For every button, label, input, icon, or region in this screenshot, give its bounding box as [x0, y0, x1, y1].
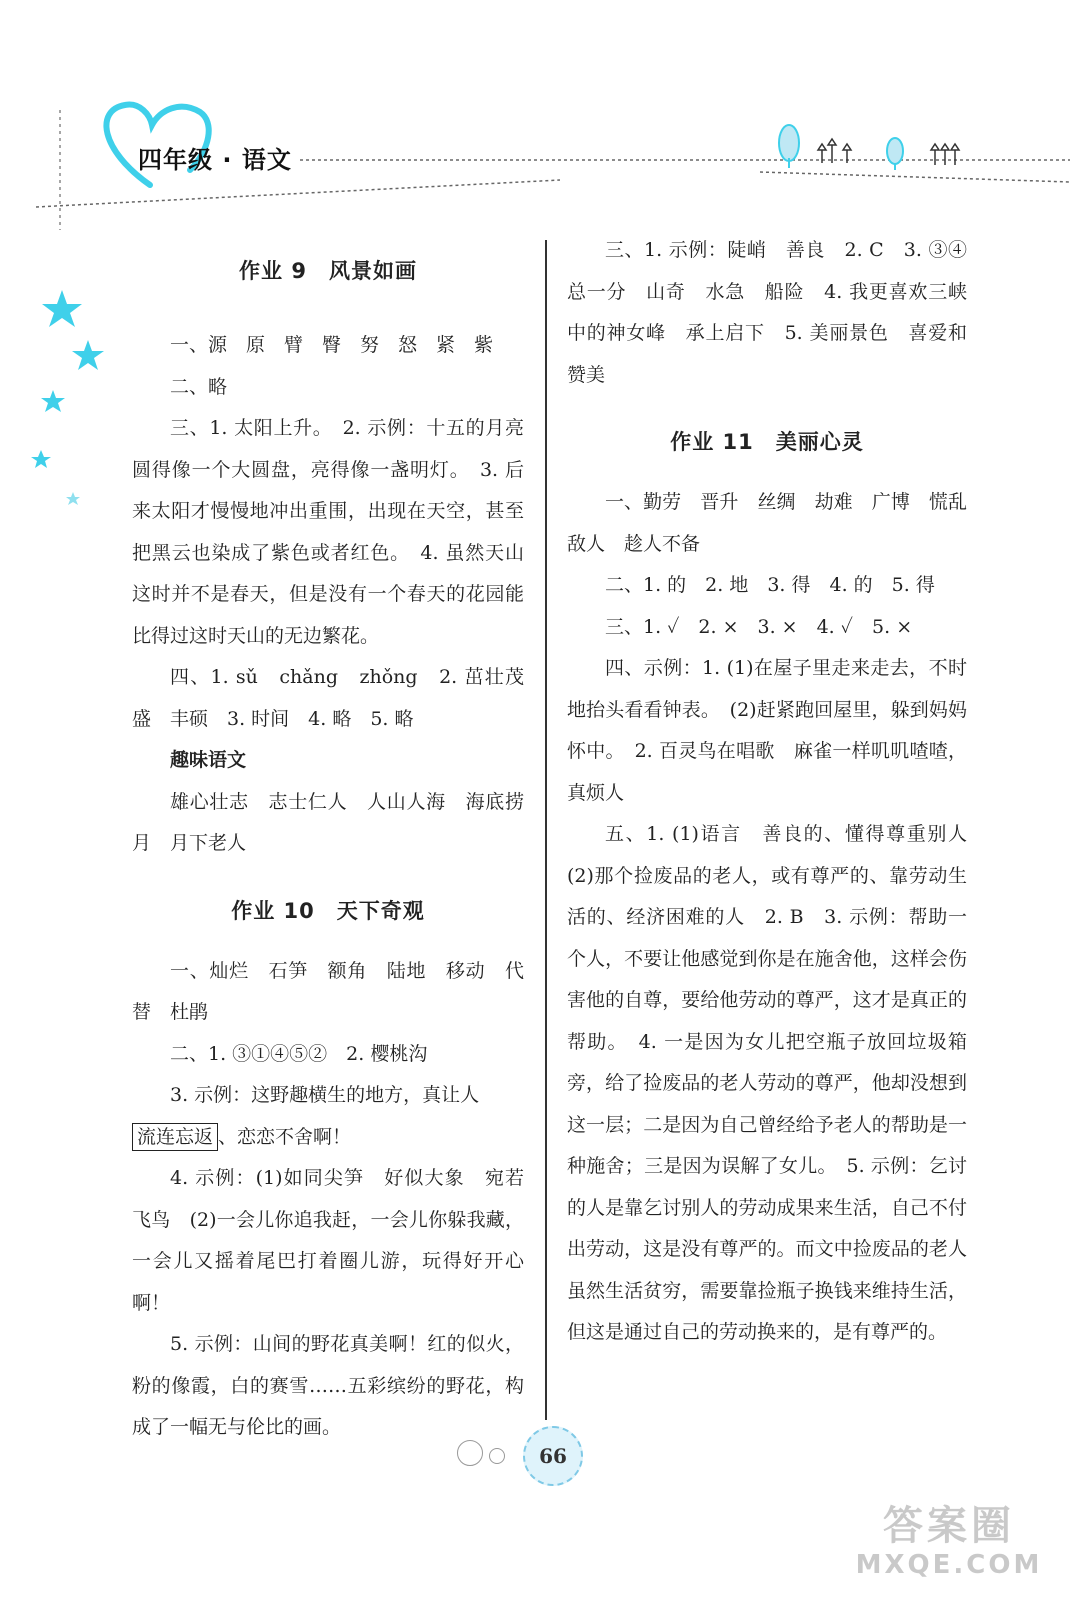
answer-paragraph: 三、1. ✓ 2. × 3. × 4. ✓ 5. ×	[605, 615, 913, 638]
answer-paragraph: 5. 示例：山间的野花真美啊！红的似火，粉的像霞，白的赛雪……五彩缤纷的野花，构成了一幅无与伦比的画。	[132, 1333, 524, 1438]
page-number: 66	[523, 1426, 583, 1486]
answer-paragraph: 雄心壮志 志士仁人 人山人海 海底捞月 月下老人	[132, 790, 524, 854]
star-icon	[66, 492, 80, 505]
right-column	[567, 225, 987, 1354]
answer-paragraph: 二、1. ③①④⑤② 2. 樱桃沟	[170, 1042, 428, 1065]
decor-circle	[457, 1440, 483, 1466]
star-decoration	[0, 280, 110, 520]
answer-text: 3. 示例：这野趣横生的地方，真让人	[170, 1084, 480, 1106]
answer-paragraph: 一、勤劳 晋升 丝绸 劫难 广博 慌乱 敌人 趁人不备	[567, 491, 987, 555]
left-column	[132, 225, 524, 1449]
watermark-line1: 答案圈	[883, 1503, 1015, 1549]
star-icon	[41, 390, 65, 412]
answer-paragraph: 一、灿烂 石笋 额角 陆地 移动 代替 杜鹃	[132, 959, 524, 1023]
tree-icon	[779, 125, 799, 168]
boxed-idiom: 流连忘返	[132, 1123, 218, 1151]
page-number-badge	[455, 1418, 595, 1488]
column-divider	[545, 240, 547, 1420]
tree-icon	[887, 138, 903, 170]
fun-chinese-heading: 趣味语文	[170, 749, 247, 771]
answer-paragraph: 五、1. (1)语言 善良的、懂得尊重别人 (2)那个捡废品的老人，或有尊严的、靠劳动生活的、经济困难的人 2. B 3. 示例：帮助一个人，不要让他感觉到你是在施舍他，这样会伤害他的自尊，要给他劳动的尊严，这才是真正的帮助。 4. 一是因为女儿把空瓶子放回垃圾箱旁，给了捡废品的老人劳动的尊严，他却没想到这一层；二是因为自己曾经给予老人的帮助是一种施舍；三是因为误解了女儿。 5. 示例：乞讨的人是靠乞讨别人的劳动成果来生活，自己不付出劳动，这是没有尊严的。而文中捡废品的老人虽然生活贫穷，需要靠捡瓶子换钱来维持生活，但这是通过自己的劳动换来的，是有尊严的。	[567, 823, 987, 1343]
star-icon	[72, 340, 104, 370]
answer-paragraph: 四、1. sǔ chǎng zhǒng 2. 茁壮茂盛 丰硕 3. 时间 4. 略 5. 略	[132, 666, 524, 730]
section-title-9: 作业 9 风景如画	[239, 259, 417, 283]
answer-text: 、恋恋不舍啊！	[218, 1125, 352, 1148]
answer-paragraph: 二、1. 的 2. 地 3. 得 4. 的 5. 得	[605, 574, 935, 596]
star-icon	[31, 450, 51, 468]
answer-paragraph: 4. 示例：(1)如同尖笋 好似大象 宛若飞鸟 (2)一会儿你追我赶，一会儿你躲我藏，一会儿又摇着尾巴打着圈儿游，玩得好开心啊！	[132, 1167, 524, 1314]
answer-paragraph	[132, 1075, 524, 1158]
decor-circle	[489, 1448, 505, 1464]
grade-subject-title: 四年级 · 语文	[138, 146, 292, 174]
flower-icon	[931, 144, 959, 165]
answer-paragraph: 三、1. 示例：陡峭 善良 2. C 3. ③④ 总一分 山奇 水急 船险 4. 我更喜欢三峡中的神女峰 承上启下 5. 美丽景色 喜爱和赞美	[567, 239, 987, 386]
answer-paragraph: 四、示例：1. (1)在屋子里走来走去，不时地抬头看看钟表。 (2)赶紧跑回屋里，躲到妈妈怀中。 2. 百灵鸟在唱歌 麻雀一样叽叽喳喳，真烦人	[567, 657, 967, 804]
section-title-10: 作业 10 天下奇观	[231, 898, 425, 923]
page-header	[0, 0, 1081, 230]
header-decoration	[0, 0, 1081, 230]
answer-paragraph: 一、源 原 臂 臀 努 怒 紧 紫	[170, 334, 494, 356]
answer-paragraph: 二、略	[170, 375, 228, 398]
watermark	[829, 1502, 1069, 1592]
watermark-line2: MXQE.COM	[855, 1550, 1043, 1580]
answer-paragraph: 三、1. 太阳上升。 2. 示例：十五的月亮圆得像一个大圆盘，亮得像一盏明灯。 3. 后来太阳才慢慢地冲出重围，出现在天空，甚至把黑云也染成了紫色或者红色。 4. 虽然天山这时并不是春天，但是没有一个春天的花园能比得过这时天山的无边繁花。	[132, 417, 524, 647]
star-icon	[42, 290, 82, 327]
section-title-11: 作业 11 美丽心灵	[670, 430, 864, 454]
